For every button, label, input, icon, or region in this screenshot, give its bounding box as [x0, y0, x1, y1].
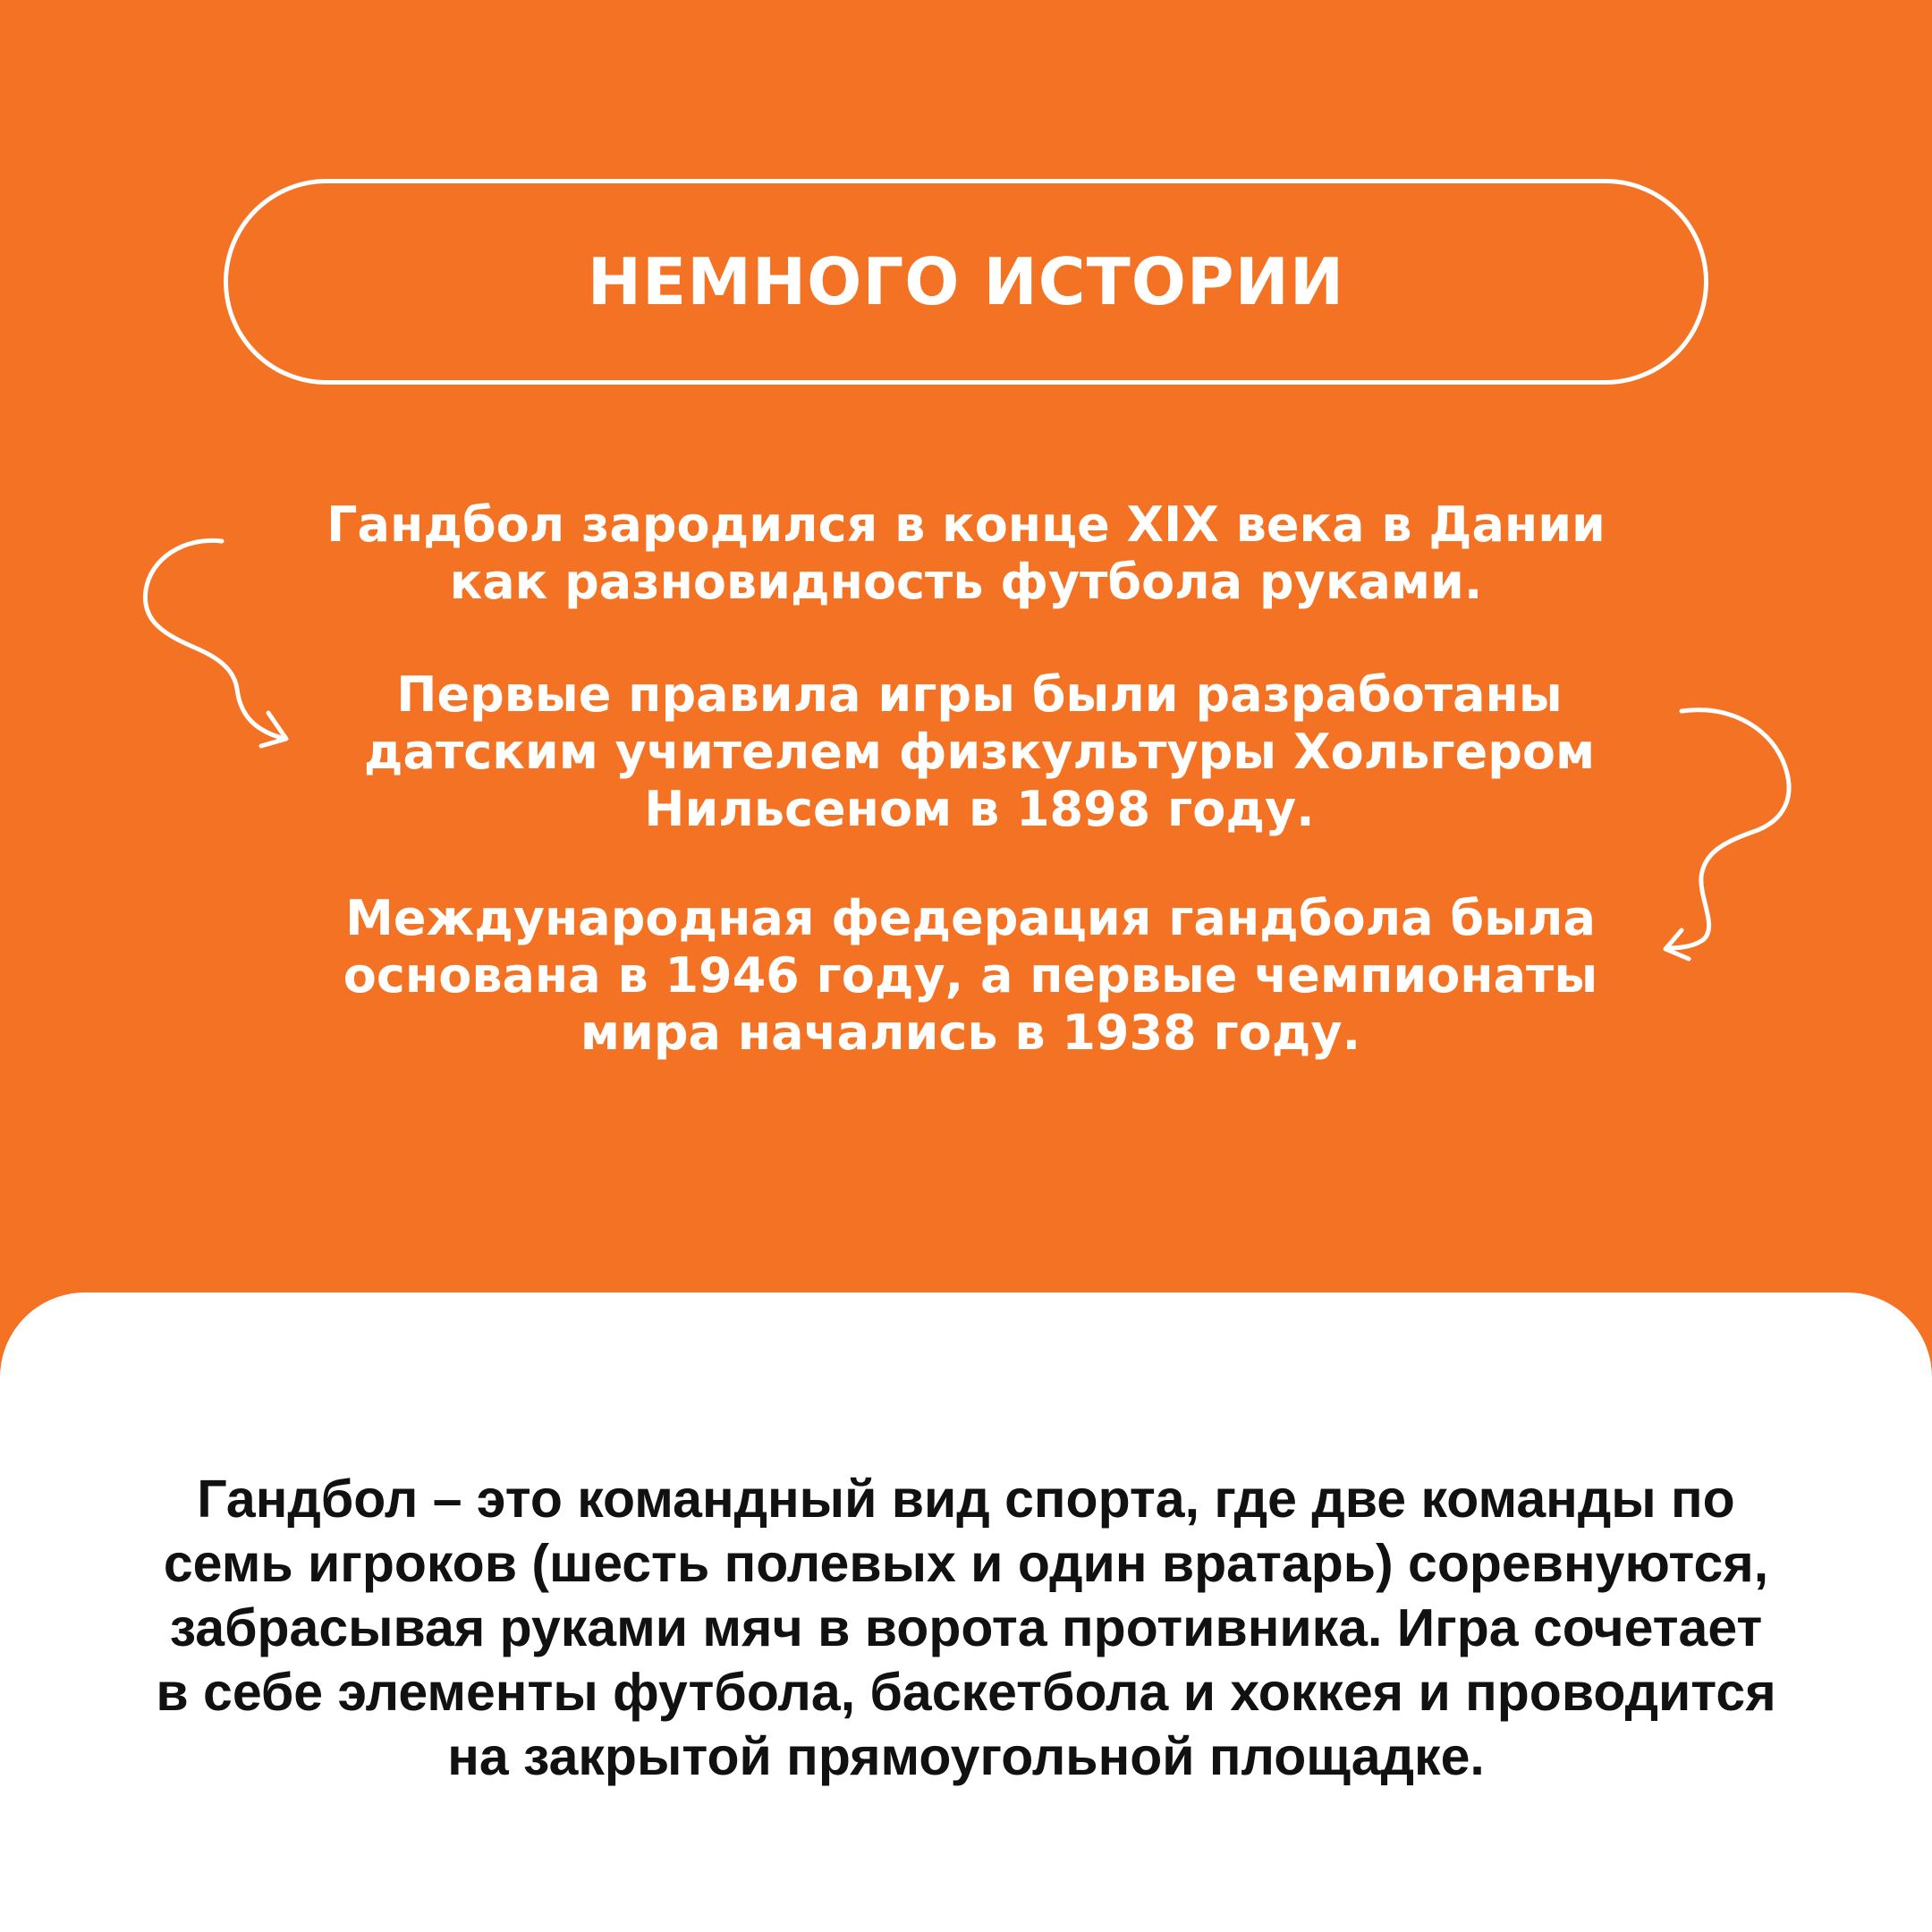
history-line: основана в 1946 году, а первые чемпионаты — [343, 947, 1598, 1004]
history-line: Международная федерация гандбола была — [345, 890, 1596, 946]
page-title: НЕМНОГО ИСТОРИИ — [587, 244, 1345, 319]
description-line: в себе элементы футбола, баскетбола и хоккея и проводится — [156, 1663, 1776, 1722]
history-line: как разновидность футбола руками. — [449, 554, 1483, 610]
history-line: Гандбол зародился в конце XIX века в Дании — [326, 496, 1606, 553]
history-line: датским учителем физкультуры Хольгером — [363, 724, 1596, 780]
description-line: забрасывая руками мяч в ворота противника. Игра сочетает — [169, 1598, 1763, 1657]
description-text — [54, 1467, 1878, 1789]
history-line: Нильсеном в 1898 году. — [644, 781, 1315, 837]
history-line: Первые правила игры были разработаны — [396, 666, 1563, 723]
description-line: на закрытой прямоугольной площадке. — [447, 1727, 1485, 1786]
history-line: мира начались в 1938 году. — [580, 1004, 1361, 1061]
description-line: Гандбол – это командный вид спорта, где две команды по — [197, 1470, 1735, 1529]
description-line: семь игроков (шесть полевых и один вратарь) соревнуются, — [163, 1534, 1769, 1593]
